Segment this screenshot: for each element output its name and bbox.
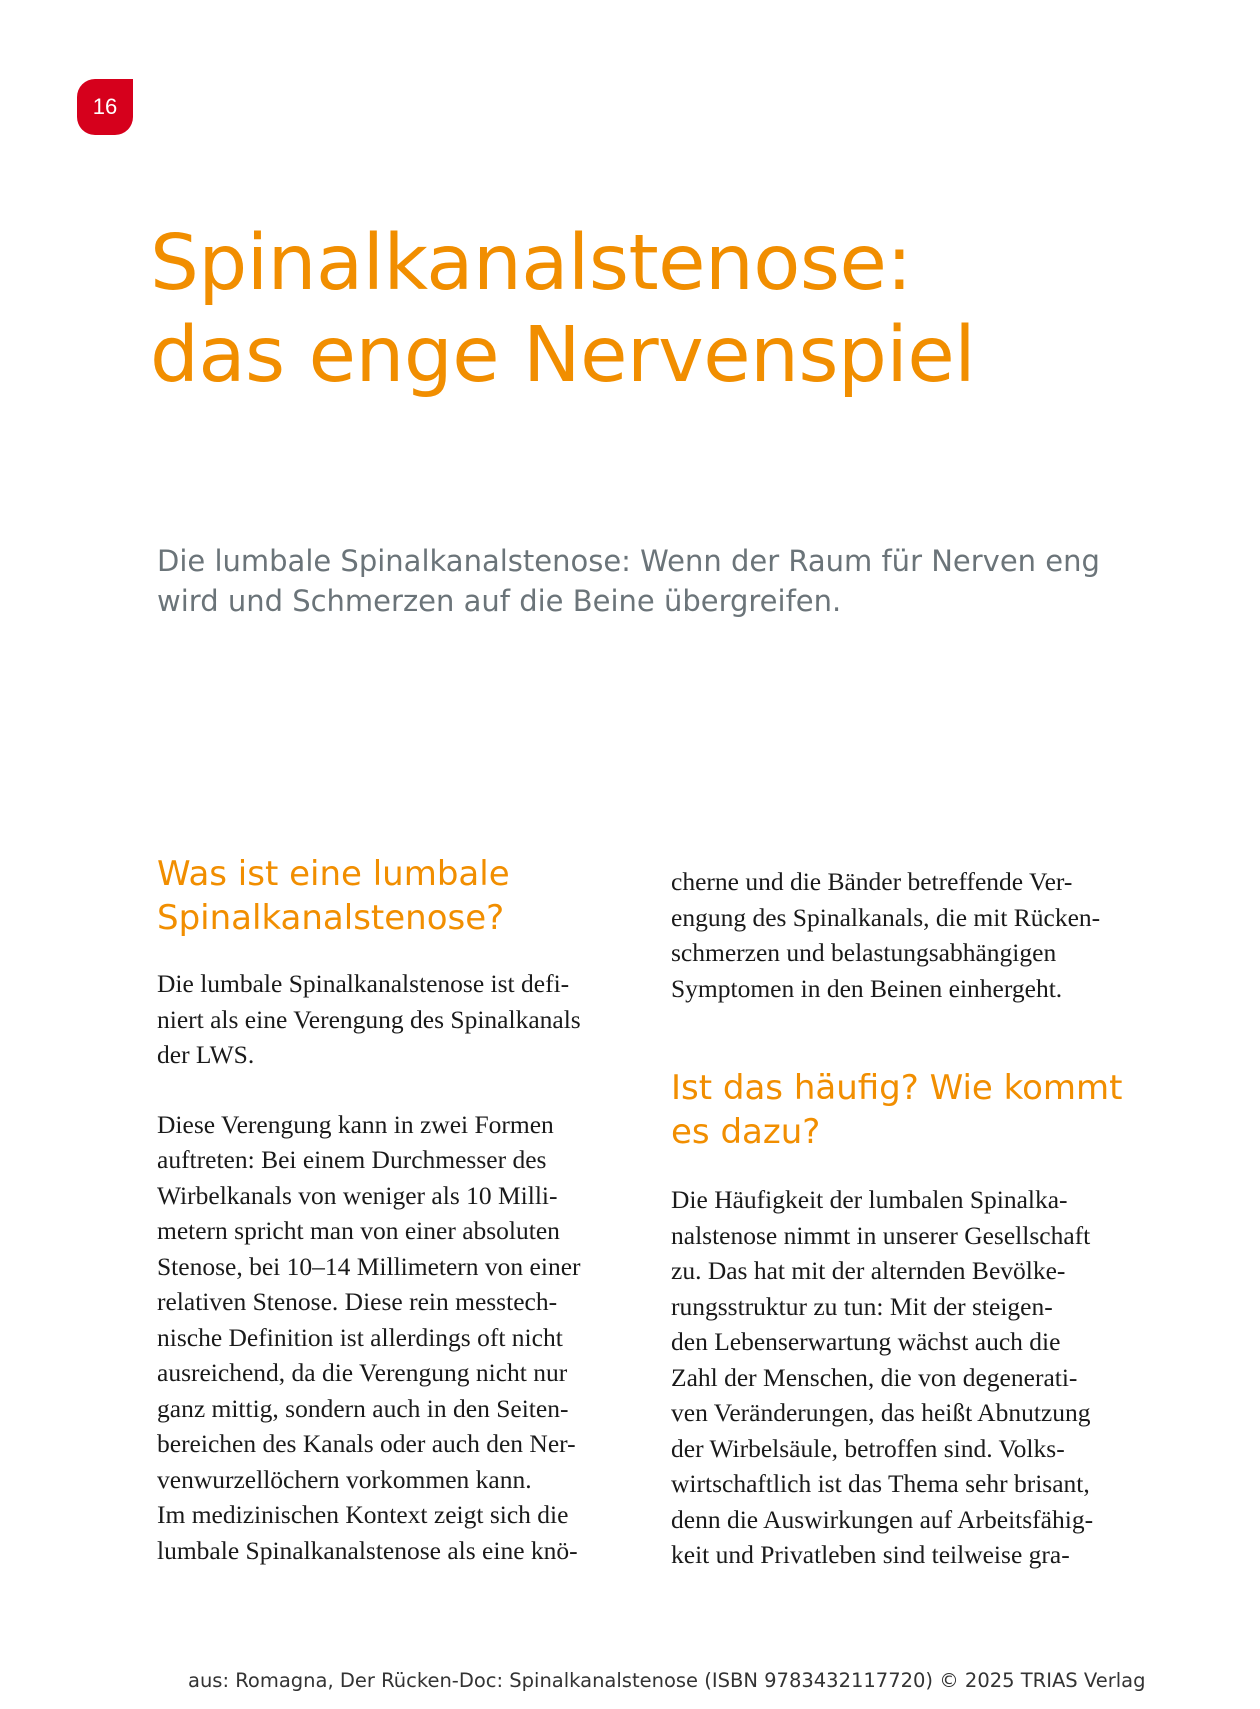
continuation-paragraph — [671, 864, 1151, 1006]
right-column — [671, 864, 1151, 1573]
text-line: keit und Privatleben sind teilweise gra- — [671, 1540, 1070, 1569]
text-line: Wirbelkanals von weniger als 10 Milli- — [157, 1180, 558, 1210]
text-line: Im medizinischen Kontext zeigt sich die — [157, 1500, 569, 1529]
forms-paragraph — [157, 1107, 627, 1569]
text-line: nalstenose nimmt in unserer Gesellschaft — [671, 1220, 1091, 1250]
left-column — [157, 852, 627, 1568]
text-line: den Lebenserwartung wächst auch die — [671, 1327, 1061, 1356]
definition-paragraph — [157, 966, 627, 1073]
text-line: schmerzen und belastungsabhängigen — [671, 938, 1057, 967]
text-line: ganz mittig, sondern auch in den Seiten- — [157, 1393, 569, 1423]
text-line: auftreten: Bei einem Durchmesser des — [157, 1145, 547, 1174]
frequency-paragraph — [671, 1182, 1151, 1573]
text-line: Zahl der Menschen, die von degenerati- — [671, 1362, 1078, 1392]
text-line: relativen Stenose. Diese rein messtech- — [157, 1287, 558, 1316]
text-line: rungsstruktur zu tun: Mit der steigen- — [671, 1291, 1053, 1321]
section-heading-frequency — [671, 1066, 1151, 1154]
text-line: ausreichend, da die Verengung nicht nur — [157, 1358, 568, 1387]
text-line: wirtschaftlich ist das Thema sehr brisant, — [671, 1469, 1090, 1498]
page-title-line-2: das enge Nervenspiel — [150, 311, 976, 400]
lead-line-2: wird und Schmerzen auf die Beine übergreifen. — [157, 584, 842, 618]
text-line: Die Häufigkeit der lumbalen Spinalka- — [671, 1185, 1068, 1214]
text-line: ven Veränderungen, das heißt Abnutzung — [671, 1398, 1091, 1427]
page-number-badge: 16 — [77, 79, 133, 135]
text-line: Symptomen in den Beinen einhergeht. — [671, 973, 1063, 1003]
text-line: der LWS. — [157, 1040, 255, 1069]
text-line: engung des Spinalkanals, die mit Rücken- — [671, 902, 1101, 932]
section-heading-what-is — [157, 852, 627, 940]
text-line: niert als eine Verengung des Spinalkanals — [157, 1004, 581, 1034]
text-line: venwurzellöchern vorkommen kann. — [157, 1464, 532, 1494]
page-title — [150, 218, 975, 402]
text-line: lumbale Spinalkanalstenose als eine knö- — [157, 1535, 578, 1565]
source-footer: aus: Romagna, Der Rücken-Doc: Spinalkanalstenose (ISBN 9783432117720) © 2025 TRIAS Verlag — [188, 1669, 1146, 1692]
text-line: der Wirbelsäule, betroffen sind. Volks- — [671, 1433, 1065, 1463]
text-line: nische Definition ist allerdings oft nicht — [157, 1322, 563, 1352]
text-line: Die lumbale Spinalkanalstenose ist defi- — [157, 969, 570, 998]
text-line: Diese Verengung kann in zwei Formen — [157, 1109, 554, 1139]
text-line: Stenose, bei 10–14 Millimetern von einer — [157, 1251, 581, 1281]
text-line: metern spricht man von einer absoluten — [157, 1216, 560, 1245]
text-line: cherne und die Bänder betreffende Ver- — [671, 867, 1073, 896]
text-line: denn die Auswirkungen auf Arbeitsfähig- — [671, 1504, 1094, 1534]
lead-paragraph — [157, 541, 1117, 621]
text-line: zu. Das hat mit der alternden Bevölke- — [671, 1256, 1066, 1285]
heading-line-2: Spinalkanalstenose? — [157, 898, 505, 938]
lead-line-1: Die lumbale Spinalkanalstenose: Wenn der Raum für Nerven eng — [157, 544, 1100, 578]
heading-line-2: es dazu? — [671, 1112, 821, 1152]
heading-line-1: Was ist eine lumbale — [157, 854, 510, 894]
page-title-line-1: Spinalkanalstenose: — [150, 219, 912, 308]
text-line: bereichen des Kanals oder auch den Ner- — [157, 1429, 576, 1458]
heading-line-1: Ist das häufig? Wie kommt — [671, 1068, 1123, 1108]
